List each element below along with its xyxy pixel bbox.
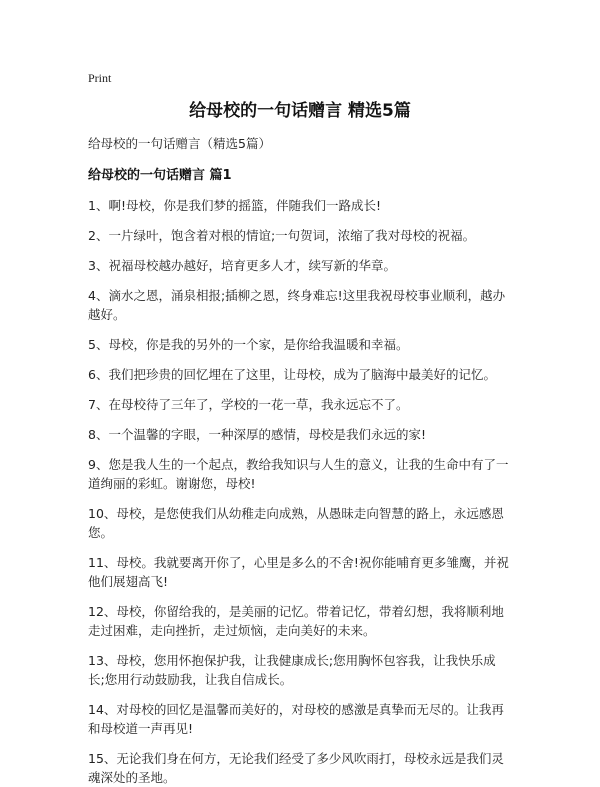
- quote-item: 1、啊!母校，你是我们梦的摇篮，伴随我们一路成长!: [88, 198, 381, 213]
- document-title: 给母校的一句话赠言 精选5篇: [189, 101, 411, 121]
- quote-item: 8、一个温馨的字眼，一种深厚的感情，母校是我们永远的家!: [88, 427, 426, 442]
- quote-item: 15、无论我们身在何方，无论我们经受了多少风吹雨打，母校永远是我们灵魂深处的圣地。: [88, 751, 504, 785]
- section-heading: 给母校的一句话赠言 篇1: [88, 168, 232, 183]
- quote-item: 3、祝福母校越办越好，培育更多人才，续写新的华章。: [88, 258, 396, 273]
- quote-item: 11、母校。我就要离开你了，心里是多么的不舍!祝你能哺育更多雏鹰，并祝他们展翅高飞!: [88, 555, 509, 589]
- quote-item: 13、母校，您用怀抱保护我，让我健康成长;您用胸怀包容我，让我快乐成长;您用行动鼓励我，让我自信成长。: [88, 653, 496, 687]
- quote-item: 9、您是我人生的一个起点，教给我知识与人生的意义，让我的生命中有了一道绚丽的彩虹。谢谢您，母校!: [88, 457, 509, 491]
- quote-list: [88, 196, 512, 787]
- quote-item: 12、母校，你留给我的，是美丽的记忆。带着记忆，带着幻想，我将顺利地走过困难，走向挫折，走过烦恼，走向美好的未来。: [88, 604, 504, 638]
- quote-item: 6、我们把珍贵的回忆埋在了这里，让母校，成为了脑海中最美好的记忆。: [88, 367, 496, 382]
- quote-item: 10、母校，是您使我们从幼稚走向成熟，从愚昧走向智慧的路上，永远感恩您。: [88, 506, 504, 540]
- print-label: Print: [88, 71, 112, 85]
- quote-item: 2、一片绿叶，饱含着对根的情谊;一句贺词，浓缩了我对母校的祝福。: [88, 228, 476, 243]
- quote-item: 5、母校，你是我的另外的一个家，是你给我温暖和幸福。: [88, 337, 409, 352]
- quote-item: 4、滴水之恩，涌泉相报;插柳之恩，终身难忘!这里我祝母校事业顺利，越办越好。: [88, 288, 506, 322]
- document-subtitle: 给母校的一句话赠言（精选5篇）: [88, 136, 271, 151]
- quote-item: 14、对母校的回忆是温馨而美好的，对母校的感激是真挚而无尽的。让我再和母校道一声再见!: [88, 702, 504, 736]
- quote-item: 7、在母校待了三年了，学校的一花一草，我永远忘不了。: [88, 397, 409, 412]
